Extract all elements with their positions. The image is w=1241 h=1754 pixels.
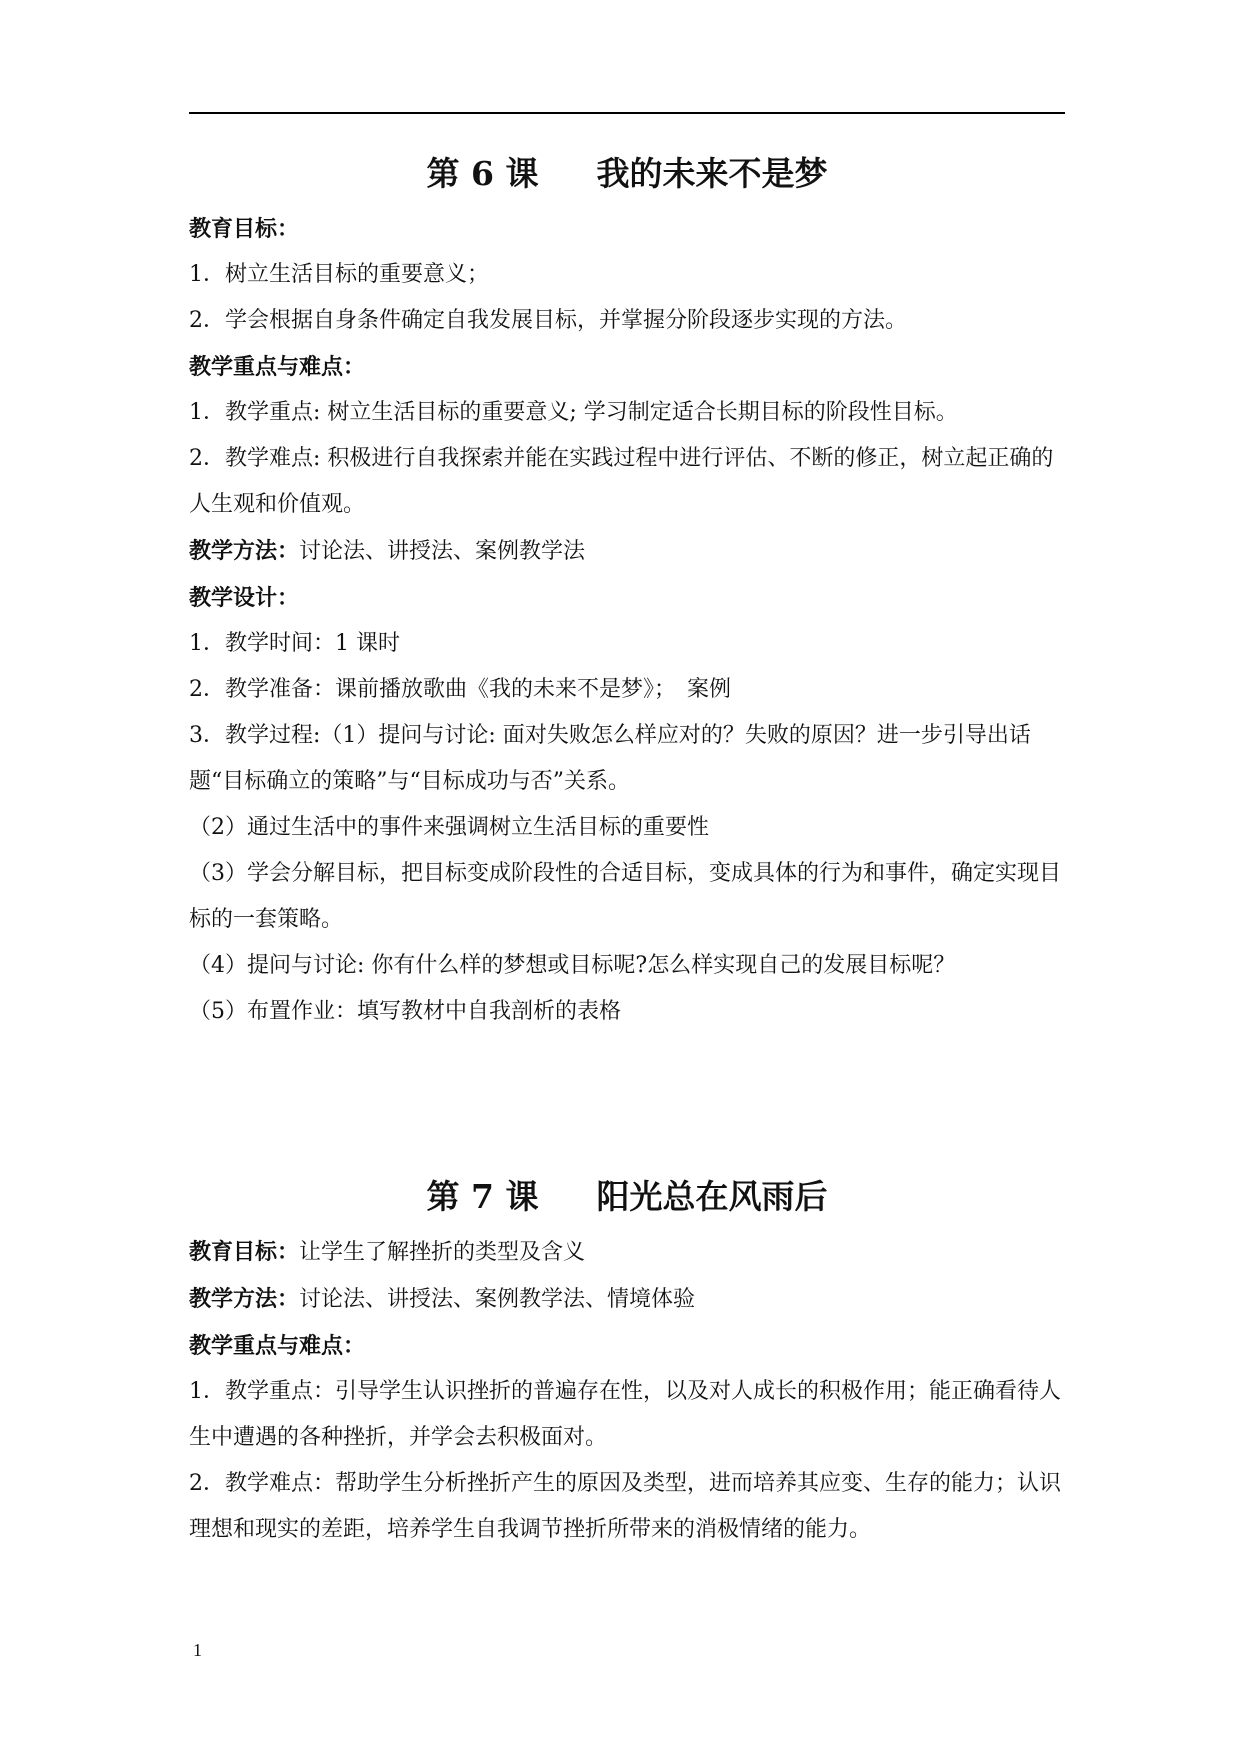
lesson7-focus-2: 2．教学难点：帮助学生分析挫折产生的原因及类型，进而培养其应变、生存的能力；认识理想和现实的差距，培养学生自我调节挫折所带来的消极情绪的能力。 <box>189 1471 1062 1542</box>
lesson6-goals-heading: 教育目标： <box>189 216 300 242</box>
lesson6-design-4: （2）通过生活中的事件来强调树立生活目标的重要性 <box>189 815 709 840</box>
header-rule <box>189 112 1065 114</box>
lesson7-goals: 教育目标：让学生了解挫折的类型及含义 <box>189 1239 586 1265</box>
lesson6-design-1: 1．教学时间：1 课时 <box>189 631 400 656</box>
page-number: 1 <box>193 1640 202 1660</box>
lesson6-design-heading: 教学设计： <box>189 585 300 611</box>
lesson6-design-2: 2．教学准备：课前播放歌曲《我的未来不是梦》； 案例 <box>189 677 731 702</box>
lesson6-focus-2: 2．教学难点: 积极进行自我探索并能在实践过程中进行评估、不断的修正，树立起正确的人生观和价值观。 <box>189 446 1054 517</box>
lesson6-focus-heading: 教学重点与难点： <box>189 354 366 380</box>
lesson7-title: 第 7 课 阳光总在风雨后 <box>426 1177 828 1216</box>
document-body <box>189 142 1065 1553</box>
lesson7-focus-1: 1．教学重点：引导学生认识挫折的普遍存在性，以及对人成长的积极作用；能正确看待人生中遭遇的各种挫折，并学会去积极面对。 <box>189 1379 1062 1450</box>
lesson6-goal-1: 1．树立生活目标的重要意义； <box>189 262 489 287</box>
lesson6-design-6: （4）提问与讨论: 你有什么样的梦想或目标呢?怎么样实现自己的发展目标呢？ <box>189 953 956 978</box>
lesson6-design-3: 3．教学过程:（1）提问与讨论: 面对失败怎么样应对的？失败的原因？进一步引导出话题“目标确立的策略”与“目标成功与否”关系。 <box>189 723 1031 794</box>
lesson7-focus-heading: 教学重点与难点： <box>189 1333 366 1359</box>
lesson6-goal-2: 2．学会根据自身条件确定自我发展目标，并掌握分阶段逐步实现的方法。 <box>189 308 907 333</box>
lesson7-method: 教学方法：讨论法、讲授法、案例教学法、情境体验 <box>189 1286 696 1312</box>
lesson6-method: 教学方法：讨论法、讲授法、案例教学法 <box>189 538 586 564</box>
lesson6-design-5: （3）学会分解目标，把目标变成阶段性的合适目标，变成具体的行为和事件，确定实现目标的一套策略。 <box>189 861 1062 932</box>
lesson6-design-7: （5）布置作业：填写教材中自我剖析的表格 <box>189 999 621 1024</box>
lesson6-focus-1: 1．教学重点: 树立生活目标的重要意义; 学习制定适合长期目标的阶段性目标。 <box>189 400 958 425</box>
lesson6-title: 第 6 课 我的未来不是梦 <box>426 154 828 193</box>
